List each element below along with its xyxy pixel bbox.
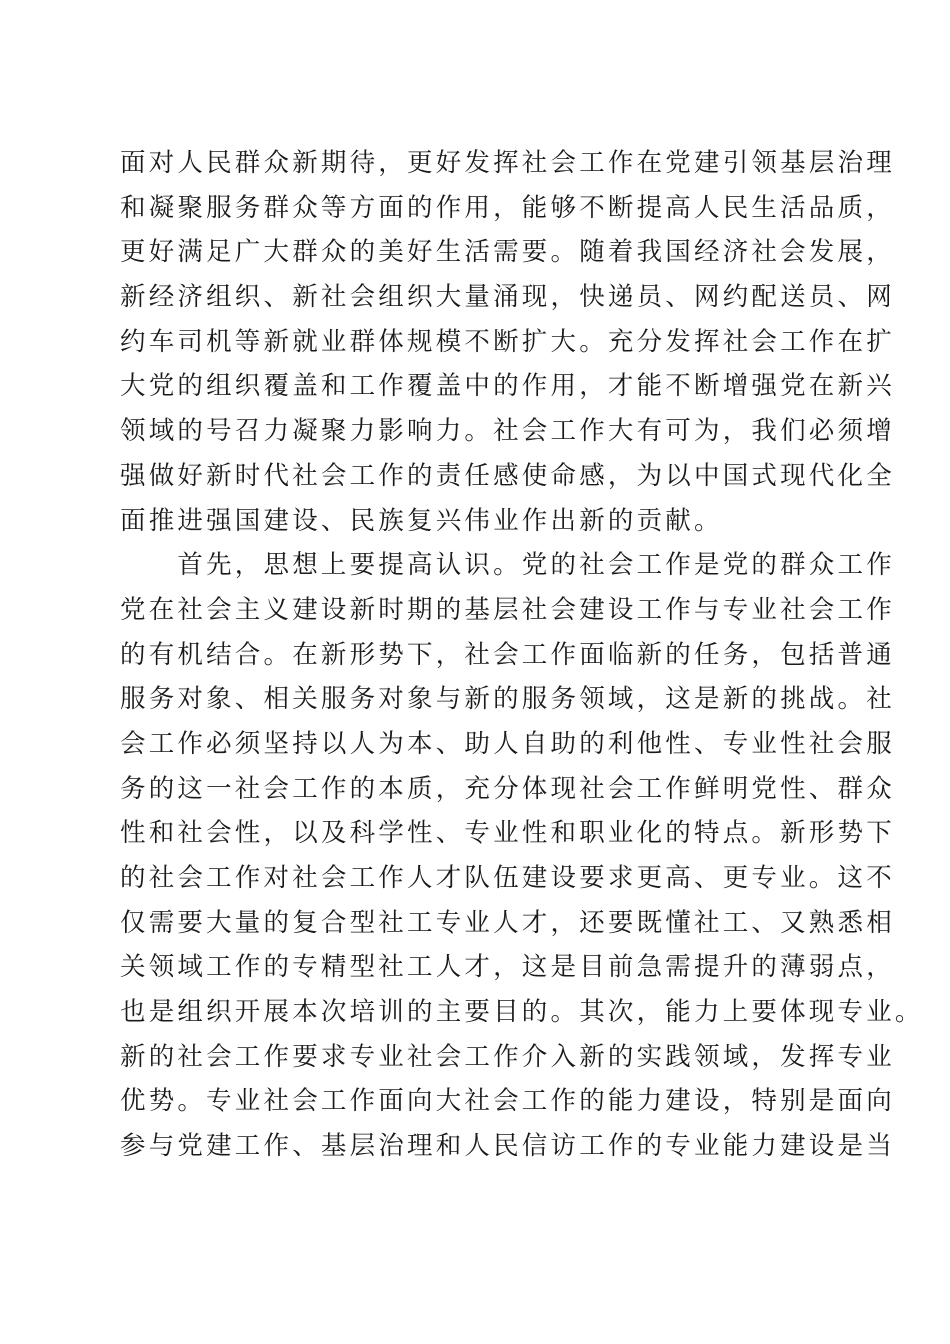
text-line-18: 仅需要大量的复合型社工专业人才，还要既懂社工、又熟悉相 bbox=[120, 907, 895, 938]
text-line-8: 强做好新时代社会工作的责任感使命感，为以中国式现代化全 bbox=[120, 460, 895, 491]
text-line-7: 领域的号召力凝聚力影响力。社会工作大有可为，我们必须增 bbox=[120, 416, 895, 447]
text-line-3: 更好满足广大群众的美好生活需要。随着我国经济社会发展， bbox=[120, 237, 895, 268]
text-line-4: 新经济组织、新社会组织大量涌现，快递员、网约配送员、网 bbox=[120, 282, 895, 313]
body-text bbox=[120, 141, 924, 1169]
text-line-16: 性和社会性，以及科学性、专业性和职业化的特点。新形势下 bbox=[120, 818, 895, 849]
text-line-15: 务的这一社会工作的本质，充分体现社会工作鲜明党性、群众 bbox=[120, 773, 895, 804]
text-line-12: 的有机结合。在新形势下，社会工作面临新的任务，包括普通 bbox=[120, 639, 895, 670]
text-line-9: 面推进强国建设、民族复兴伟业作出新的贡献。 bbox=[120, 505, 723, 536]
text-line-11: 党在社会主义建设新时期的基层社会建设工作与专业社会工作 bbox=[120, 594, 895, 625]
text-line-10: 首先，思想上要提高认识。党的社会工作是党的群众工作 bbox=[120, 550, 895, 581]
text-line-21: 新的社会工作要求专业社会工作介入新的实践领域，发挥专业 bbox=[120, 1041, 895, 1072]
text-line-17: 的社会工作对社会工作人才队伍建设要求更高、更专业。这不 bbox=[120, 863, 895, 893]
text-line-23: 参与党建工作、基层治理和人民信访工作的专业能力建设是当 bbox=[120, 1131, 895, 1162]
text-line-5: 约车司机等新就业群体规模不断扩大。充分发挥社会工作在扩 bbox=[120, 326, 895, 357]
text-line-2: 和凝聚服务群众等方面的作用，能够不断提高人民生活品质， bbox=[120, 192, 895, 223]
text-line-1: 面对人民群众新期待，更好发挥社会工作在党建引领基层治理 bbox=[120, 148, 895, 178]
text-line-13: 服务对象、相关服务对象与新的服务领域，这是新的挑战。社 bbox=[120, 684, 895, 715]
text-line-14: 会工作必须坚持以人为本、助人自助的利他性、专业性社会服 bbox=[120, 728, 895, 759]
text-line-22: 优势。专业社会工作面向大社会工作的能力建设，特别是面向 bbox=[120, 1086, 895, 1117]
text-line-19: 关领域工作的专精型社工人才，这是目前急需提升的薄弱点， bbox=[120, 952, 895, 983]
text-line-20: 也是组织开展本次培训的主要目的。其次，能力上要体现专业。 bbox=[120, 997, 924, 1028]
text-line-6: 大党的组织覆盖和工作覆盖中的作用，才能不断增强党在新兴 bbox=[120, 371, 895, 402]
